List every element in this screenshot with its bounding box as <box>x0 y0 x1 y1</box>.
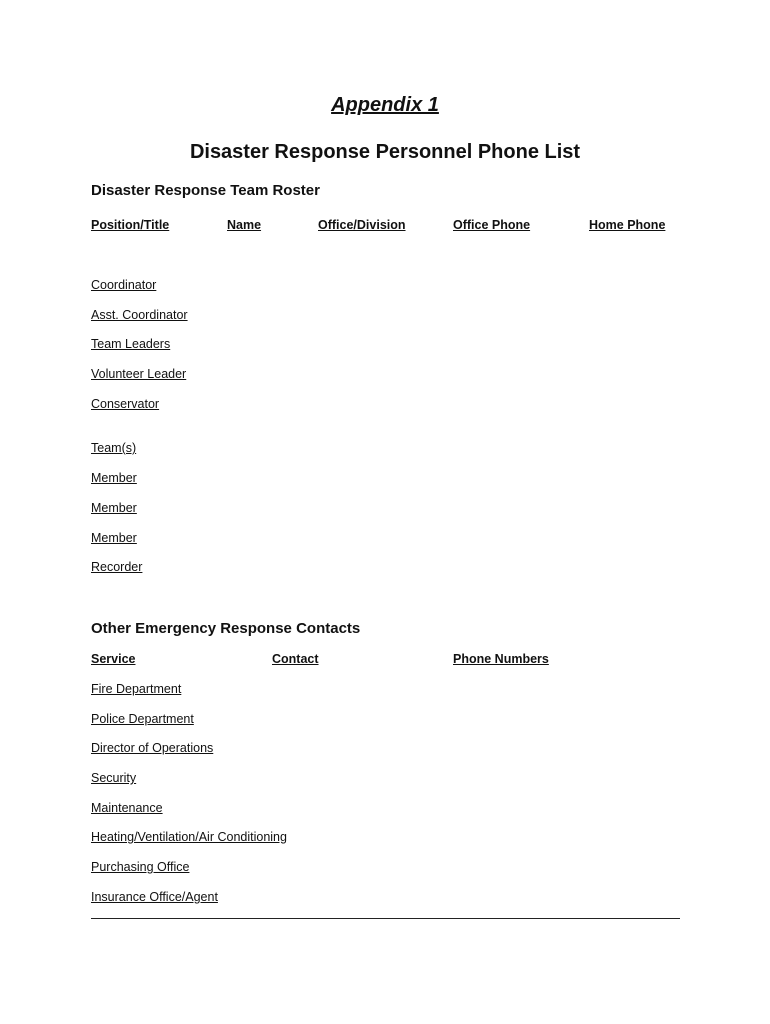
contacts-row-fire-department: Fire Department <box>91 682 182 696</box>
contacts-heading: Other Emergency Response Contacts <box>91 620 361 637</box>
roster-col-position: Position/Title <box>91 218 170 232</box>
roster-col-office-division: Office/Division <box>318 218 406 232</box>
contacts-row-director-of-operations: Director of Operations <box>91 741 214 755</box>
contacts-row-purchasing-office: Purchasing Office <box>91 860 190 874</box>
contacts-row-maintenance: Maintenance <box>91 801 163 815</box>
appendix-label: Appendix 1 <box>331 94 439 116</box>
contacts-row-insurance-office-agent: Insurance Office/Agent <box>91 890 218 904</box>
roster-row-coordinator: Coordinator <box>91 278 157 292</box>
roster-row-recorder: Recorder <box>91 560 143 574</box>
contacts-col-contact: Contact <box>272 652 319 666</box>
contacts-col-service: Service <box>91 652 136 666</box>
page-title: Disaster Response Personnel Phone List <box>189 141 581 163</box>
contacts-row-security: Security <box>91 771 137 785</box>
roster-col-office-phone: Office Phone <box>453 218 531 232</box>
roster-row-asst-coordinator: Asst. Coordinator <box>91 308 188 322</box>
roster-col-home-phone: Home Phone <box>589 218 666 232</box>
roster-row-conservator: Conservator <box>91 397 160 411</box>
bottom-divider <box>91 918 680 919</box>
roster-row-member: Member <box>91 501 137 515</box>
roster-col-name: Name <box>227 218 262 232</box>
contacts-col-phone-numbers: Phone Numbers <box>453 652 549 666</box>
roster-row-member: Member <box>91 471 137 485</box>
roster-heading: Disaster Response Team Roster <box>91 182 320 199</box>
roster-row-member: Member <box>91 531 137 545</box>
roster-row-volunteer-leader: Volunteer Leader <box>91 367 187 381</box>
contacts-row-hvac: Heating/Ventilation/Air Conditioning <box>91 830 287 844</box>
roster-row-team-leaders: Team Leaders <box>91 337 171 351</box>
contacts-row-police-department: Police Department <box>91 712 194 726</box>
roster-row-teams: Team(s) <box>91 441 137 455</box>
